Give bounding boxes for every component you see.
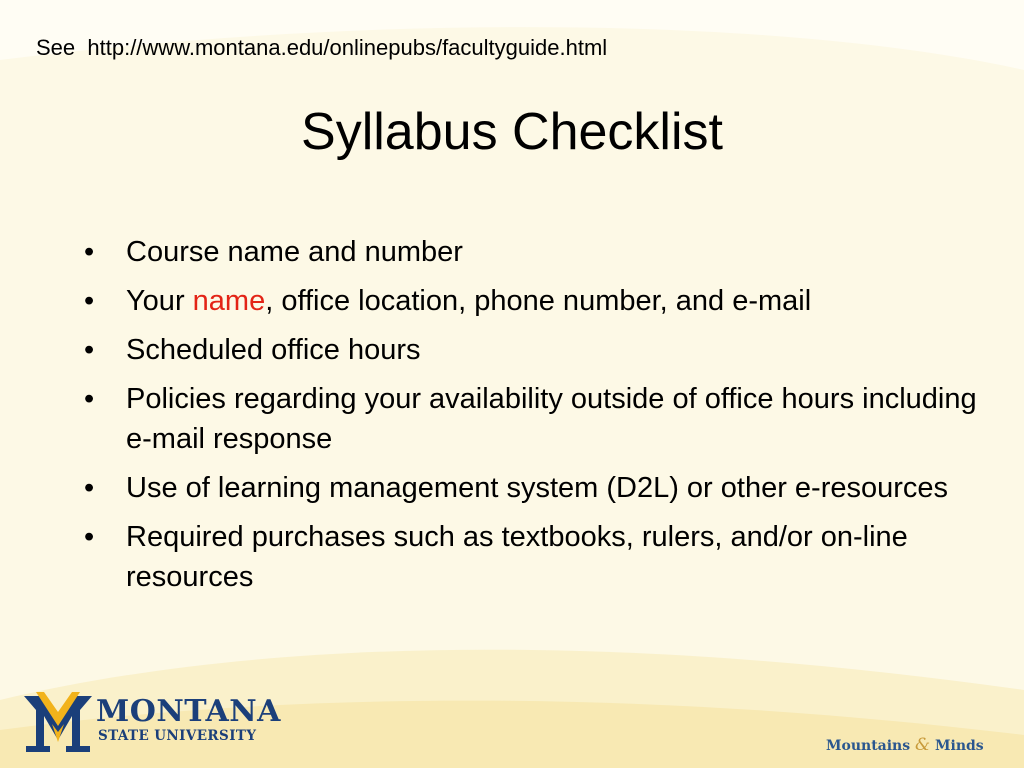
bullet-icon: • [84,521,95,553]
bullet-icon: • [84,285,95,317]
list-item [84,517,1004,597]
bullet-icon: • [84,383,95,415]
highlighted-word: name [192,285,266,317]
tagline-ampersand: & [914,735,931,755]
logo-text-montana: MONTANA [96,694,281,729]
see-prefix: See [36,35,76,60]
list-item [84,330,1004,370]
list-item [84,281,1004,321]
msu-logo [22,688,282,756]
tagline-mountains: Mountains [826,738,911,754]
list-item-text: Course name and number [126,236,463,268]
bullet-icon: • [84,334,95,366]
list-item-text: Scheduled office hours [126,334,421,366]
list-item [84,379,1004,459]
slide-title: Syllabus Checklist [301,103,723,161]
list-item [84,232,1004,272]
tagline-minds: Minds [935,738,984,754]
bullet-icon: • [84,472,95,504]
msu-m-icon [22,688,94,754]
checklist [84,232,1004,606]
list-item-text: Policies regarding your availability outside of office hours including e-mail response [126,383,977,455]
tagline [826,736,984,755]
list-item-text-after: , office location, phone number, and e-mail [265,285,812,317]
reference-link-line [36,34,607,62]
bullet-icon: • [84,236,95,268]
logo-text-state-university: STATE UNIVERSITY [98,728,257,744]
list-item-text: Required purchases such as textbooks, rulers, and/or on-line resources [126,521,908,593]
list-item [84,468,1004,508]
list-item-text: Use of learning management system (D2L) or other e-resources [126,472,949,504]
list-item-text-before: Your [126,285,193,317]
reference-url[interactable]: http://www.montana.edu/onlinepubs/facultyguide.html [87,35,608,60]
